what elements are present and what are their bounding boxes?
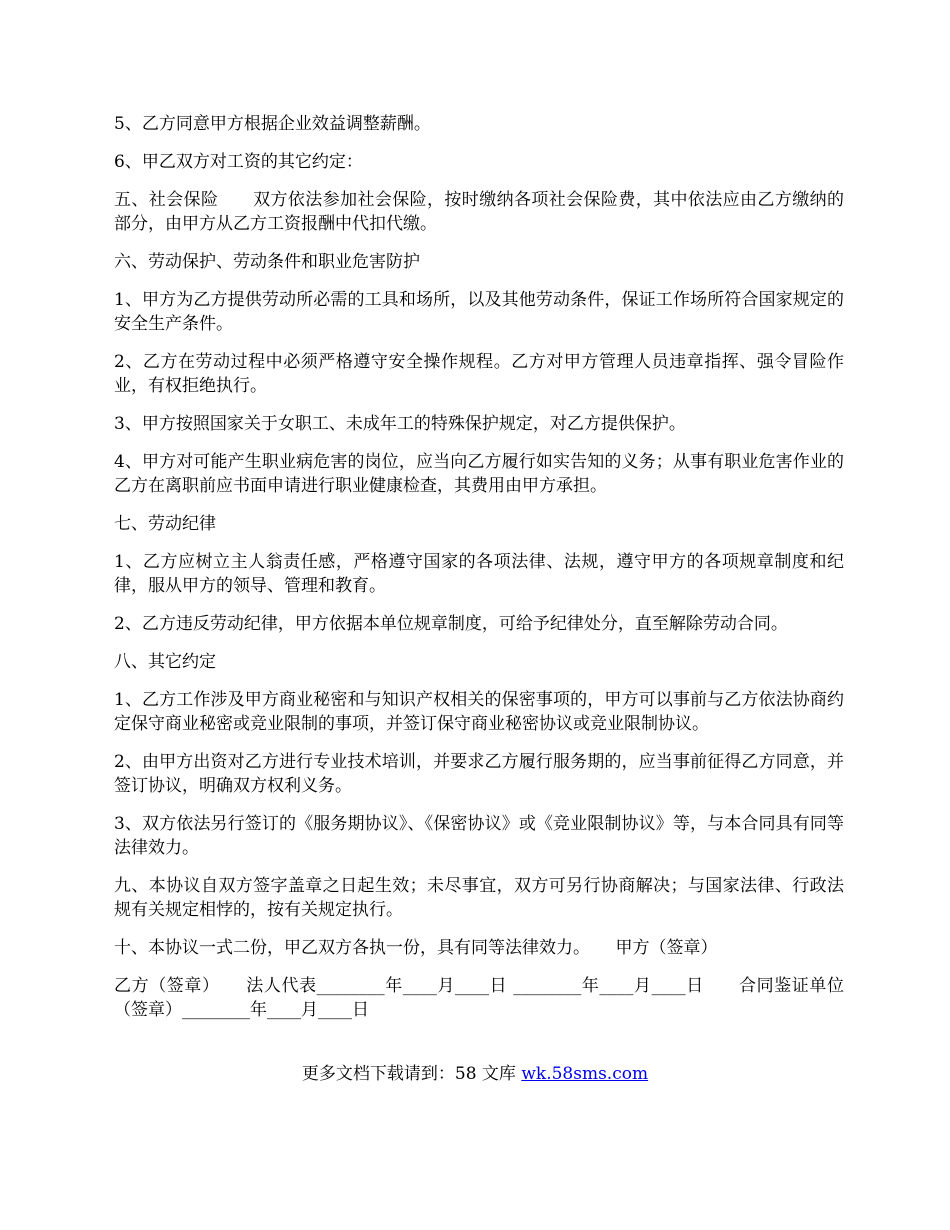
- paragraph: 九、本协议自双方签字盖章之日起生效；未尽事宜，双方可另行协商解决；与国家法律、行政法规有关规定相悖的，按有关规定执行。: [114, 876, 844, 920]
- paragraph: 2、由甲方出资对乙方进行专业技术培训，并要求乙方履行服务期的，应当事前征得乙方同意，并签订协议，明确双方权利义务。: [114, 752, 844, 796]
- footer-prefix: 更多文档下载请到：58 文库: [301, 1064, 522, 1084]
- paragraph: 4、甲方对可能产生职业病危害的岗位，应当向乙方履行如实告知的义务；从事有职业危害作业的乙方在离职前应书面申请进行职业健康检查，其费用由甲方承担。: [114, 452, 844, 496]
- paragraph: 1、甲方为乙方提供劳动所必需的工具和场所，以及其他劳动条件，保证工作场所符合国家规定的安全生产条件。: [114, 290, 844, 334]
- footer-link[interactable]: wk.58sms.com: [521, 1064, 649, 1084]
- paragraph: 3、双方依法另行签订的《服务期协议》、《保密协议》或《竞业限制协议》等，与本合同具有同等法律效力。: [114, 814, 844, 858]
- paragraph: 1、乙方应树立主人翁责任感，严格遵守国家的各项法律、法规，遵守甲方的各项规章制度和纪律，服从甲方的领导、管理和教育。: [114, 552, 844, 596]
- section-heading: 七、劳动纪律: [114, 514, 216, 534]
- paragraph: 5、乙方同意甲方根据企业效益调整薪酬。: [114, 114, 431, 134]
- paragraph: 6、甲乙双方对工资的其它约定：: [114, 152, 363, 172]
- section-heading: 六、劳动保护、劳动条件和职业危害防护: [114, 252, 420, 272]
- paragraph: 1、乙方工作涉及甲方商业秘密和与知识产权相关的保密事项的，甲方可以事前与乙方依法协商约定保守商业秘密或竞业限制的事项，并签订保守商业秘密协议或竞业限制协议。: [114, 690, 844, 734]
- paragraph: 2、乙方违反劳动纪律，甲方依据本单位规章制度，可给予纪律处分，直至解除劳动合同。: [114, 614, 788, 634]
- paragraph: 2、乙方在劳动过程中必须严格遵守安全操作规程。乙方对甲方管理人员违章指挥、强令冒险作业，有权拒绝执行。: [114, 352, 844, 396]
- paragraph: 五、社会保险 双方依法参加社会保险，按时缴纳各项社会保险费，其中依法应由乙方缴纳的部分，由甲方从乙方工资报酬中代扣代缴。: [114, 190, 844, 234]
- footer: [0, 1062, 950, 1086]
- paragraph: 十、本协议一式二份，甲乙双方各执一份，具有同等法律效力。 甲方（签章）: [114, 938, 718, 958]
- document-body: [114, 112, 844, 1036]
- section-heading: 八、其它约定: [114, 652, 216, 672]
- paragraph: 3、甲方按照国家关于女职工、未成年工的特殊保护规定，对乙方提供保护。: [114, 414, 686, 434]
- signature-block: 乙方（签章） 法人代表________年____月____日 ________年____月____日 合同鉴证单位（签章）________年____月____日: [114, 976, 844, 1020]
